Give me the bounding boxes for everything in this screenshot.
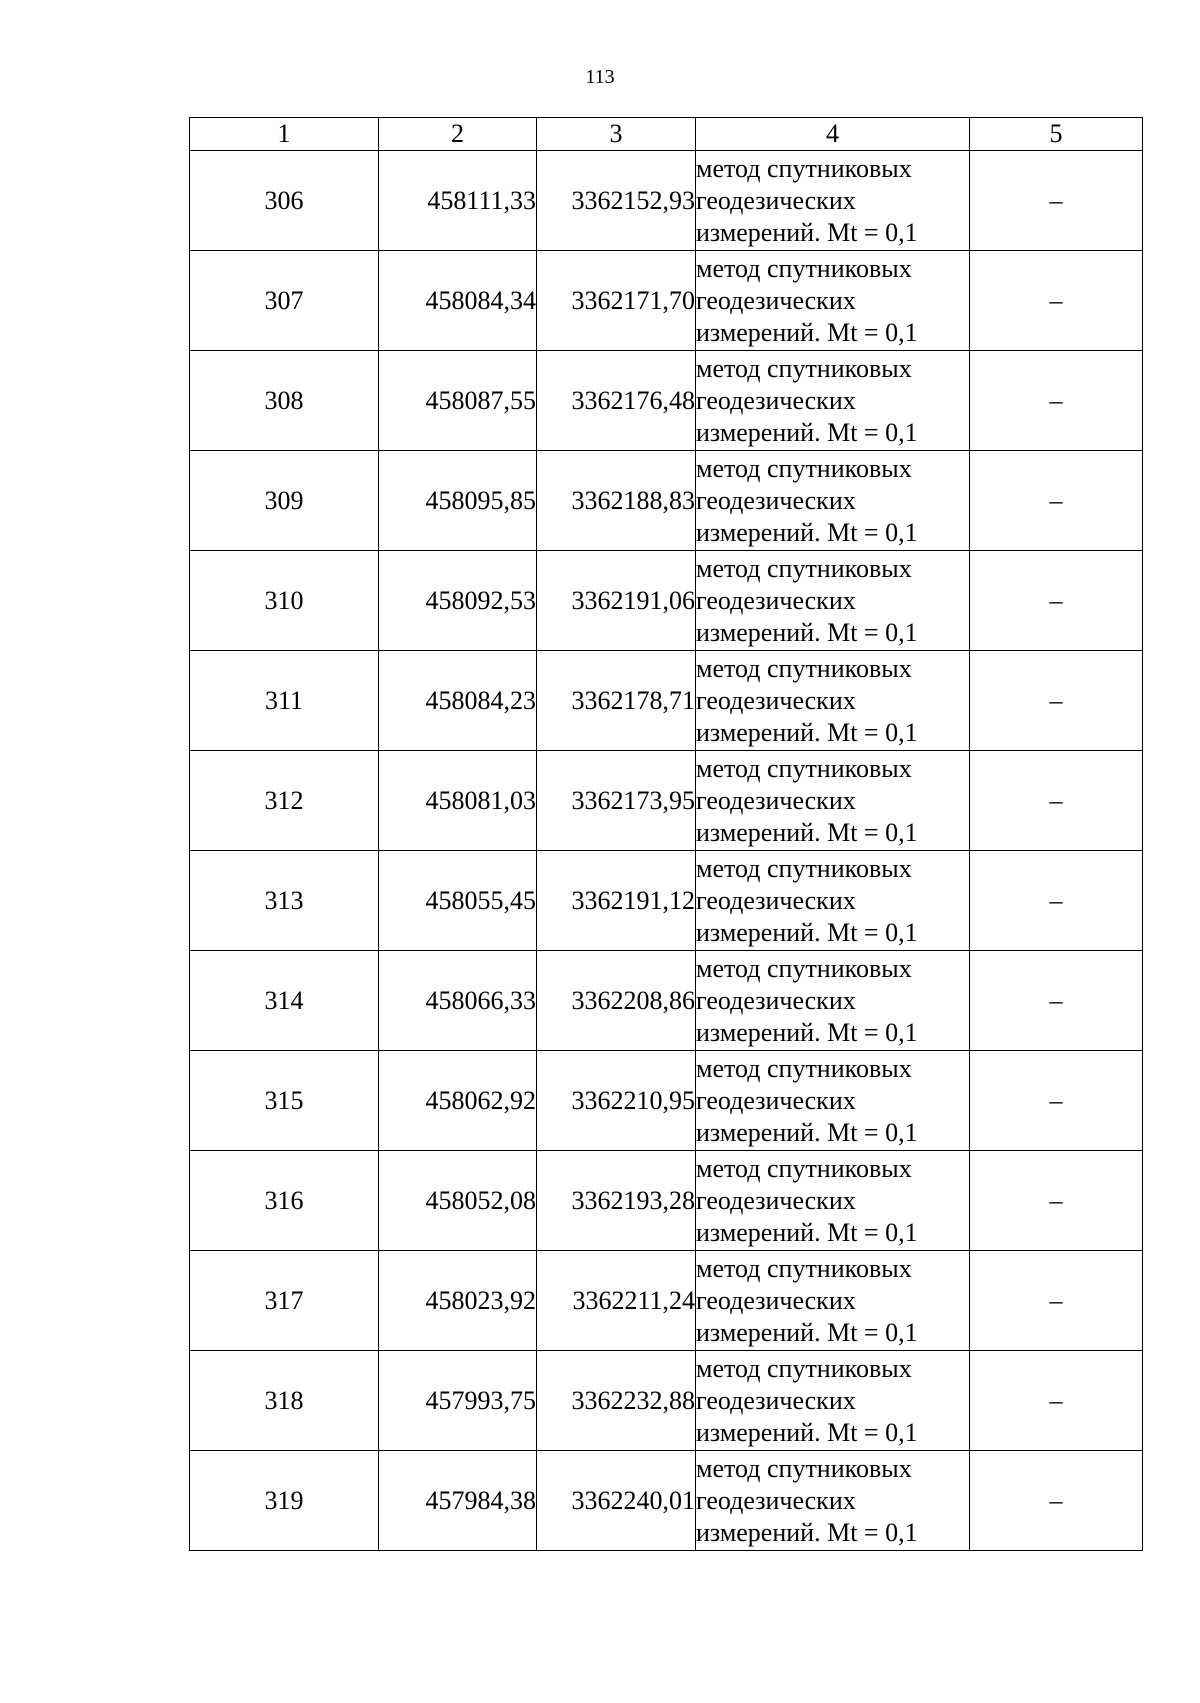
note-cell: –	[970, 651, 1143, 751]
note-cell: –	[970, 351, 1143, 451]
note-cell: –	[970, 751, 1143, 851]
table-row	[190, 851, 1143, 951]
y-coordinate-cell: 3362193,28	[537, 1151, 696, 1251]
page-number: 113	[585, 66, 615, 88]
method-cell	[696, 451, 970, 551]
note-cell: –	[970, 1351, 1143, 1451]
note-cell: –	[970, 151, 1143, 251]
table-row	[190, 451, 1143, 551]
method-line: геодезических	[696, 985, 856, 1015]
y-coordinate-cell: 3362191,06	[537, 551, 696, 651]
method-line: метод спутниковых	[696, 553, 912, 583]
y-coordinate-cell: 3362176,48	[537, 351, 696, 451]
method-line: измерений. Mt = 0,1	[696, 1417, 918, 1447]
header-col-4: 4	[696, 118, 970, 151]
method-line: геодезических	[696, 685, 856, 715]
table-body	[190, 151, 1143, 1551]
note-cell: –	[970, 851, 1143, 951]
method-line: метод спутниковых	[696, 153, 912, 183]
method-cell	[696, 151, 970, 251]
method-cell	[696, 851, 970, 951]
method-line: измерений. Mt = 0,1	[696, 917, 918, 947]
method-cell	[696, 251, 970, 351]
point-number-cell: 317	[190, 1251, 379, 1351]
method-line: геодезических	[696, 1085, 856, 1115]
method-cell	[696, 951, 970, 1051]
x-coordinate-cell: 458081,03	[379, 751, 537, 851]
point-number-cell: 310	[190, 551, 379, 651]
x-coordinate-cell: 458111,33	[379, 151, 537, 251]
x-coordinate-cell: 458095,85	[379, 451, 537, 551]
y-coordinate-cell: 3362191,12	[537, 851, 696, 951]
x-coordinate-cell: 458055,45	[379, 851, 537, 951]
method-line: геодезических	[696, 185, 856, 215]
header-col-3: 3	[537, 118, 696, 151]
method-line: метод спутниковых	[696, 1053, 912, 1083]
point-number-cell: 309	[190, 451, 379, 551]
note-cell: –	[970, 951, 1143, 1051]
x-coordinate-cell: 457984,38	[379, 1451, 537, 1551]
point-number-cell: 319	[190, 1451, 379, 1551]
method-line: метод спутниковых	[696, 1453, 912, 1483]
method-line: метод спутниковых	[696, 1253, 912, 1283]
x-coordinate-cell: 458023,92	[379, 1251, 537, 1351]
method-cell	[696, 651, 970, 751]
y-coordinate-cell: 3362210,95	[537, 1051, 696, 1151]
method-cell	[696, 1251, 970, 1351]
method-line: измерений. Mt = 0,1	[696, 1517, 918, 1547]
method-line: измерений. Mt = 0,1	[696, 717, 918, 747]
method-line: геодезических	[696, 1185, 856, 1215]
note-cell: –	[970, 1051, 1143, 1151]
method-line: геодезических	[696, 1485, 856, 1515]
method-line: метод спутниковых	[696, 653, 912, 683]
note-cell: –	[970, 551, 1143, 651]
method-line: измерений. Mt = 0,1	[696, 1117, 918, 1147]
point-number-cell: 318	[190, 1351, 379, 1451]
method-cell	[696, 751, 970, 851]
table-row	[190, 1351, 1143, 1451]
method-line: метод спутниковых	[696, 853, 912, 883]
method-line: измерений. Mt = 0,1	[696, 1017, 918, 1047]
note-cell: –	[970, 251, 1143, 351]
point-number-cell: 314	[190, 951, 379, 1051]
method-line: измерений. Mt = 0,1	[696, 1217, 918, 1247]
method-cell	[696, 1051, 970, 1151]
table-row	[190, 251, 1143, 351]
coordinates-table	[189, 117, 1143, 1551]
point-number-cell: 308	[190, 351, 379, 451]
method-line: измерений. Mt = 0,1	[696, 817, 918, 847]
x-coordinate-cell: 457993,75	[379, 1351, 537, 1451]
method-line: метод спутниковых	[696, 753, 912, 783]
table-row	[190, 1251, 1143, 1351]
x-coordinate-cell: 458052,08	[379, 1151, 537, 1251]
method-line: измерений. Mt = 0,1	[696, 517, 918, 547]
table-row	[190, 751, 1143, 851]
x-coordinate-cell: 458092,53	[379, 551, 537, 651]
method-line: геодезических	[696, 285, 856, 315]
method-cell	[696, 1151, 970, 1251]
point-number-cell: 311	[190, 651, 379, 751]
table-row	[190, 1451, 1143, 1551]
table-row	[190, 1151, 1143, 1251]
method-cell	[696, 1451, 970, 1551]
x-coordinate-cell: 458066,33	[379, 951, 537, 1051]
note-cell: –	[970, 1251, 1143, 1351]
table-row	[190, 1051, 1143, 1151]
method-line: геодезических	[696, 385, 856, 415]
y-coordinate-cell: 3362173,95	[537, 751, 696, 851]
method-cell	[696, 1351, 970, 1451]
y-coordinate-cell: 3362240,01	[537, 1451, 696, 1551]
x-coordinate-cell: 458087,55	[379, 351, 537, 451]
method-line: геодезических	[696, 785, 856, 815]
y-coordinate-cell: 3362211,24	[537, 1251, 696, 1351]
method-line: метод спутниковых	[696, 253, 912, 283]
method-line: измерений. Mt = 0,1	[696, 217, 918, 247]
method-line: измерений. Mt = 0,1	[696, 617, 918, 647]
y-coordinate-cell: 3362232,88	[537, 1351, 696, 1451]
y-coordinate-cell: 3362171,70	[537, 251, 696, 351]
table-row	[190, 951, 1143, 1051]
y-coordinate-cell: 3362152,93	[537, 151, 696, 251]
header-col-2: 2	[379, 118, 537, 151]
point-number-cell: 312	[190, 751, 379, 851]
x-coordinate-cell: 458084,34	[379, 251, 537, 351]
method-line: метод спутниковых	[696, 953, 912, 983]
method-cell	[696, 551, 970, 651]
point-number-cell: 306	[190, 151, 379, 251]
method-line: геодезических	[696, 1385, 856, 1415]
method-line: метод спутниковых	[696, 1353, 912, 1383]
method-line: геодезических	[696, 585, 856, 615]
y-coordinate-cell: 3362178,71	[537, 651, 696, 751]
note-cell: –	[970, 1451, 1143, 1551]
header-col-5: 5	[970, 118, 1143, 151]
point-number-cell: 316	[190, 1151, 379, 1251]
method-cell	[696, 351, 970, 451]
method-line: метод спутниковых	[696, 1153, 912, 1183]
method-line: измерений. Mt = 0,1	[696, 417, 918, 447]
note-cell: –	[970, 1151, 1143, 1251]
table-header-row	[190, 118, 1143, 151]
x-coordinate-cell: 458084,23	[379, 651, 537, 751]
y-coordinate-cell: 3362208,86	[537, 951, 696, 1051]
table-row	[190, 651, 1143, 751]
method-line: геодезических	[696, 485, 856, 515]
method-line: метод спутниковых	[696, 353, 912, 383]
point-number-cell: 307	[190, 251, 379, 351]
x-coordinate-cell: 458062,92	[379, 1051, 537, 1151]
method-line: измерений. Mt = 0,1	[696, 1317, 918, 1347]
method-line: геодезических	[696, 1285, 856, 1315]
method-line: метод спутниковых	[696, 453, 912, 483]
header-col-1: 1	[190, 118, 379, 151]
table-row	[190, 151, 1143, 251]
y-coordinate-cell: 3362188,83	[537, 451, 696, 551]
point-number-cell: 313	[190, 851, 379, 951]
method-line: геодезических	[696, 885, 856, 915]
table-row	[190, 551, 1143, 651]
table-row	[190, 351, 1143, 451]
method-line: измерений. Mt = 0,1	[696, 317, 918, 347]
point-number-cell: 315	[190, 1051, 379, 1151]
note-cell: –	[970, 451, 1143, 551]
